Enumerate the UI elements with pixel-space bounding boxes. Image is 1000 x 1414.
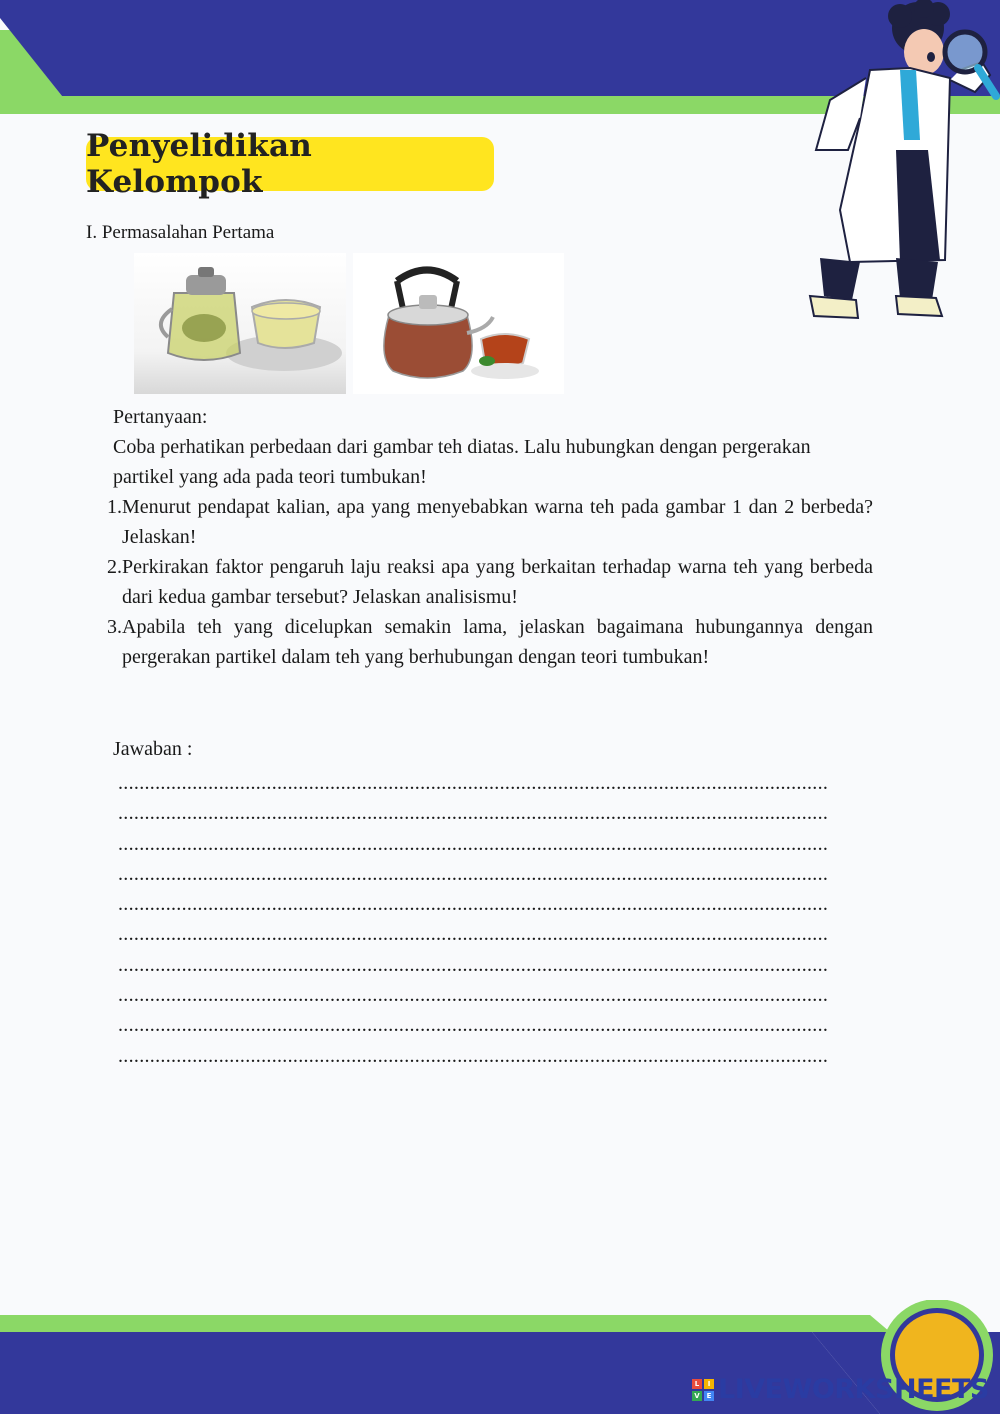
black-tea-photo (353, 253, 564, 394)
question-text: Perkirakan faktor pengaruh laju reaksi apa yang berkaitan terhadap warna teh yang berbeda dari kedua gambar tersebut? Jelaskan analisismu! (122, 556, 873, 608)
question-intro: Coba perhatikan perbedaan dari gambar teh diatas. Lalu hubungkan dengan pergerakan partikel yang ada pada teori tumbukan! (113, 436, 811, 488)
answer-line[interactable]: ...................................................................................................................................... (118, 772, 829, 794)
green-tea-pot-icon (134, 253, 346, 394)
answer-line[interactable]: ...................................................................................................................................... (118, 984, 829, 1007)
question-list (100, 492, 873, 672)
question-text: Menurut pendapat kalian, apa yang menyebabkan warna teh pada gambar 1 dan 2 berbeda? Jelaskan! (122, 496, 873, 548)
title-badge (86, 128, 494, 200)
logo-letter: E (704, 1391, 714, 1401)
scientist-illustration (800, 0, 1000, 330)
answer-line[interactable]: ...................................................................................................................................... (118, 953, 829, 976)
answer-line[interactable]: ...................................................................................................................................... (118, 802, 829, 825)
logo-letter: V (692, 1391, 702, 1401)
section-heading: I. Permasalahan Pertama (86, 222, 275, 243)
black-tea-pot-icon (353, 253, 564, 394)
answer-line[interactable]: ...................................................................................................................................... (118, 862, 829, 885)
answer-label: Jawaban : (113, 738, 193, 760)
liveworksheets-logo[interactable] (692, 1374, 989, 1405)
answer-line[interactable]: ...................................................................................................................................... (118, 832, 829, 855)
logo-letter: I (704, 1379, 714, 1389)
page-title: Penyelidikan Kelompok (86, 128, 312, 200)
logo-text: LIVEWORKSHEETS (718, 1374, 989, 1405)
answer-line[interactable]: ...................................................................................................................................... (118, 1044, 829, 1067)
answer-lines (118, 768, 870, 1071)
question-label: Pertanyaan: (113, 406, 208, 428)
question-text: Apabila teh yang dicelupkan semakin lama, jelaskan bagaimana hubungannya dengan pergerakan partikel dalam teh yang berhubungan dengan teori tumbukan! (122, 616, 873, 668)
green-tea-photo (134, 253, 346, 394)
question-number: 3. (107, 616, 122, 638)
answer-line[interactable]: ...................................................................................................................................... (118, 893, 829, 916)
footer-green-stripe (0, 1315, 890, 1332)
question-number: 1. (107, 496, 122, 518)
logo-letter: L (692, 1379, 702, 1389)
question-item (100, 612, 873, 672)
answer-line[interactable]: ...................................................................................................................................... (118, 1014, 829, 1037)
question-number: 2. (107, 556, 122, 578)
question-item (100, 552, 873, 612)
answer-line[interactable]: ...................................................................................................................................... (118, 923, 829, 946)
question-item (100, 492, 873, 552)
logo-grid-icon (692, 1379, 714, 1401)
